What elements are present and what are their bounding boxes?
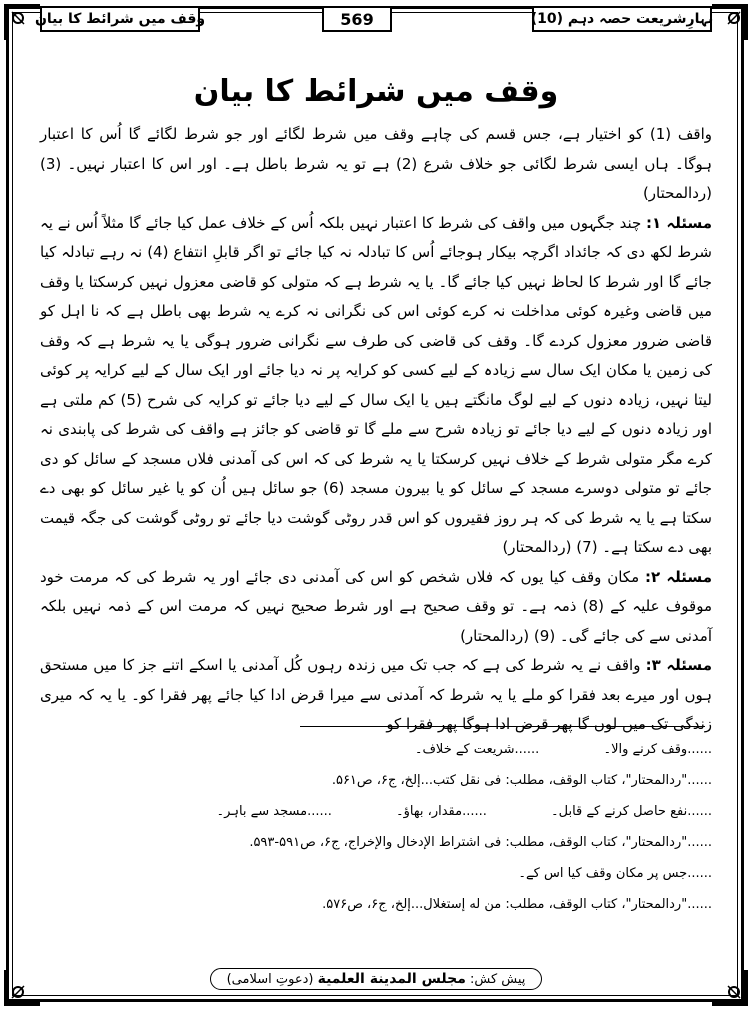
- footnote-row: [40, 734, 712, 765]
- footnote-8: [40, 858, 712, 889]
- masala-2: [40, 563, 712, 652]
- footnote-7-text: ......"ردالمحتار"، کتاب الوقف، مطلب: فی اشتراط الإدخال والإخراج، ج۶، ص۵۹۱-۵۹۳.: [249, 835, 712, 850]
- publisher-box: [210, 968, 543, 990]
- book-title-box: بہارِشریعت حصہ دہم (10): [532, 6, 712, 32]
- footnote-5: ......مقدار، بھاؤ۔: [396, 804, 487, 819]
- page-footer: [0, 968, 752, 990]
- footnote-7: [40, 827, 712, 858]
- footnote-row: [40, 796, 712, 827]
- footnote-6: ......مسجد سے باہر۔: [216, 804, 332, 819]
- masala-1: [40, 209, 712, 563]
- page-number: 569: [322, 6, 392, 32]
- footnote-3: [40, 765, 712, 796]
- publisher-prefix: پیش کش:: [470, 972, 526, 987]
- footnote-1: ......وقف کرنے والا۔: [603, 742, 712, 757]
- masala-label: مسئلہ ۳:: [645, 656, 712, 674]
- publisher-suffix: (دعوتِ اسلامی): [226, 972, 314, 987]
- footnote-2: ......شریعت کے خلاف۔: [414, 742, 540, 757]
- footnotes: [40, 734, 712, 920]
- intro-paragraph: واقف (1) کو اختیار ہے، جس قسم کی چاہے وقف میں شرط لگائے اور جو شرط لگائے گا اُس کا اعتبار ہوگا۔ ہاں ایسی شرط لگائی جو خلاف شرع (2) ہے تو یہ شرط باطل ہے۔ اور اس کا اعتبار نہیں۔ (3) (ردالمحتار): [40, 125, 713, 202]
- footnote-3-text: ......"ردالمحتار"، کتاب الوقف، مطلب: فی نقل کتب...إلخ، ج۶، ص۵۶۱.: [331, 773, 712, 788]
- footnote-9: [40, 889, 712, 920]
- footnote-4: ......نفع حاصل کرنے کے قابل۔: [551, 804, 712, 819]
- masala-label: مسئلہ ۱:: [646, 213, 712, 232]
- section-title: وقف میں شرائط کا بیان: [193, 74, 559, 109]
- publisher-name: مجلس المدینة العلمیة: [317, 971, 466, 987]
- corner-ornament-icon: [710, 2, 750, 42]
- masala-text: واقف نے یہ شرط کی ہے کہ جب تک میں زندہ رہوں کُل آمدنی یا اسکے اتنے جز کا میں مستحق ہوں اور میرے بعد فقرا کو ملے یا یہ شرط کہ آمدنی سے میرا قرض ادا کیا جائے پھر فقرا کو۔ یا یہ کہ میری زندگی تک میں لوں گا پھر قرض ادا ہوگا پھر فقرا کو: [40, 656, 712, 733]
- footnote-8-text: ......جس پر مکان وقف کیا اس کے۔: [518, 866, 712, 881]
- footnote-9-text: ......"ردالمحتار"، کتاب الوقف، مطلب: من له إستغلال...إلخ، ج۶، ص۵۷۶.: [322, 897, 712, 912]
- footnote-divider: [300, 726, 705, 727]
- main-text: [40, 120, 712, 740]
- masala-text: مکان وقف کیا یوں کہ فلاں شخص کو اس کی آمدنی دی جائے اور یہ شرط کی کہ مرمت خود موقوف علیہ کے (8) ذمہ ہے۔ تو وقف صحیح ہے اور شرط صحیح نہیں کہ مرمت اس کے ذمہ نہیں بلکہ آمدنی سے کی جائے گی۔ (9) (ردالمحتار): [40, 567, 712, 645]
- chapter-title-box: وقف میں شرائط کا بیان: [40, 6, 200, 32]
- page-header: [34, 6, 714, 36]
- masala-label: مسئلہ ۲:: [644, 567, 712, 586]
- masala-text: چند جگہوں میں واقف کی شرط کا اعتبار نہیں بلکہ اُس کے خلاف عمل کیا جائے گا مثلاً اُس نے یہ شرط لکھ دی کہ جائداد اگرچہ بیکار ہوجائے اُس کا تبادلہ نہ کیا جائے تو اگر قابلِ انتفاع (4) نہ رہے تبادلہ کیا جائے گا اور شرط کا لحاظ نہیں کیا جائے گا۔ یا یہ شرط ہے کہ متولی کو قاضی معزول نہیں کرسکتا یا وقف میں قاضی وغیرہ کوئی مداخلت نہ کرے کوئی اس کی نگرانی نہ کرے یہ شرط بھی باطل ہے کہ نا اہل کو قاضی ضرور معزول کردے گا۔ وقف کی قاضی کی طرف سے نگرانی ضرور ہوگی یا یہ شرط ہے کہ وقف کی زمین یا مکان ایک سال سے زیادہ کے لیے کسی کو کرایہ پر نہ دیا جائے اور ایک سال کے لیے کرایہ پر کوئی لیتا نہیں، زیادہ دنوں کے لیے لوگ مانگتے ہیں یا ایک سال کے لیے دیا جائے تو کرایہ کی شرح (5) کم ملتی ہے اور زیادہ دنوں کے لیے دیا جائے تو زیادہ شرح سے ملے گا تو قاضی کو جائز ہے واقف کی شرط کی پابندی نہ کرے مگر متولی شرط کے خلاف نہیں کرسکتا یا یہ شرط کی کہ اس کی آمدنی فلاں مسجد کے سائل کو دی جائے تو متولی دوسرے مسجد کے سائل کو یا بیرون مسجد (6) جو سائل ہیں اُن کو یا غیر سائل کو بھی دے سکتا ہے یا یہ شرط کی کہ ہر روز فقیروں کو اس قدر روٹی گوشت دیا جائے تو روٹی گوشت کی جگہ قیمت بھی دے سکتا ہے۔ (7) (ردالمحتار): [40, 213, 713, 556]
